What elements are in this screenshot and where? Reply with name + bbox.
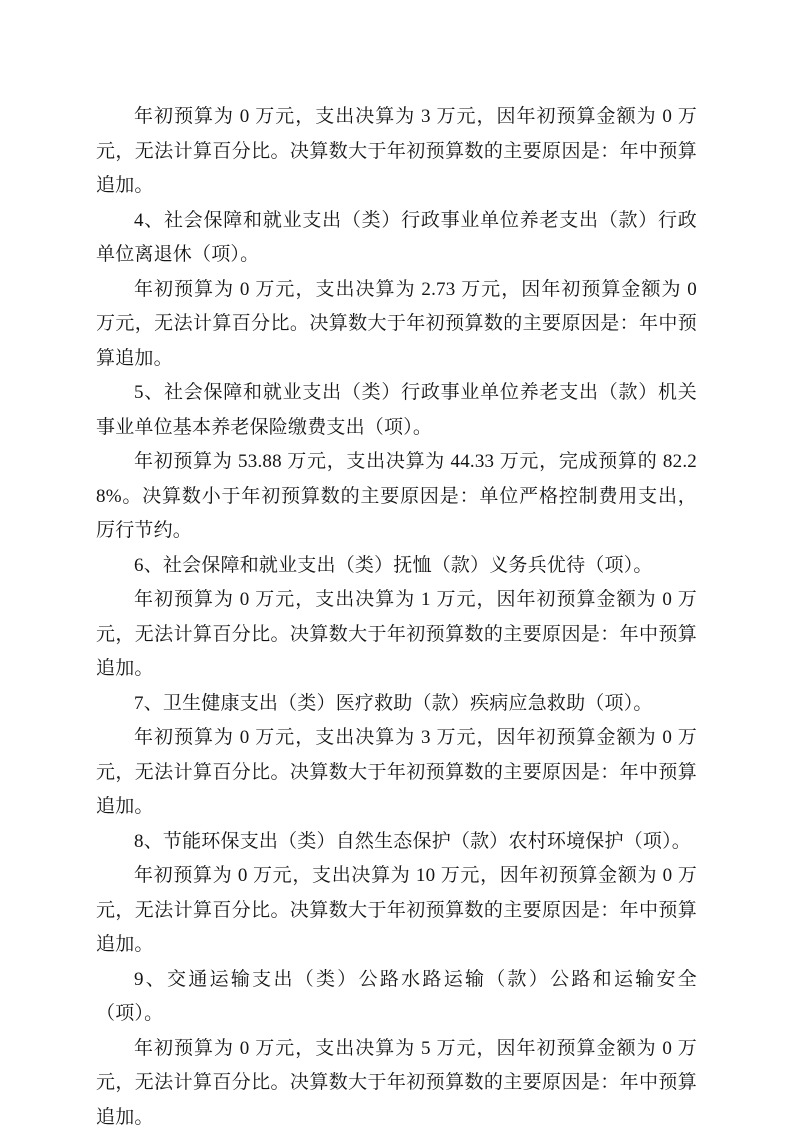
paragraph-item-4-heading: 4、社会保障和就业支出（类）行政事业单位养老支出（款）行政单位离退休（项）。 bbox=[96, 204, 697, 273]
paragraph-item-9-detail: 年初预算为 0 万元，支出决算为 5 万元，因年初预算金额为 0 万元，无法计算百分比。决算数大于年初预算数的主要原因是：年中预算追加。 bbox=[96, 1032, 697, 1135]
paragraph-item-9-heading: 9、交通运输支出（类）公路水路运输（款）公路和运输安全（项）。 bbox=[96, 963, 697, 1032]
document-body-text bbox=[96, 100, 697, 1135]
paragraph-item-4-detail: 年初预算为 0 万元，支出决算为 2.73 万元，因年初预算金额为 0 万元，无法计算百分比。决算数大于年初预算数的主要原因是：年中预算追加。 bbox=[96, 273, 697, 377]
paragraph-item-5-heading: 5、社会保障和就业支出（类）行政事业单位养老支出（款）机关事业单位基本养老保险缴费支出（项）。 bbox=[96, 376, 697, 445]
paragraph-item-6-detail: 年初预算为 0 万元，支出决算为 1 万元，因年初预算金额为 0 万元，无法计算百分比。决算数大于年初预算数的主要原因是：年中预算追加。 bbox=[96, 583, 697, 687]
paragraph-item-8-heading: 8、节能环保支出（类）自然生态保护（款）农村环境保护（项）。 bbox=[96, 825, 697, 860]
paragraph-item-7-heading: 7、卫生健康支出（类）医疗救助（款）疾病应急救助（项）。 bbox=[96, 687, 697, 722]
paragraph-item-8-detail: 年初预算为 0 万元，支出决算为 10 万元，因年初预算金额为 0 万元，无法计算百分比。决算数大于年初预算数的主要原因是：年中预算追加。 bbox=[96, 859, 697, 963]
paragraph-item-5-detail: 年初预算为 53.88 万元，支出决算为 44.33 万元，完成预算的 82.28%。决算数小于年初预算数的主要原因是：单位严格控制费用支出，厉行节约。 bbox=[96, 445, 697, 549]
paragraph-item-6-heading: 6、社会保障和就业支出（类）抚恤（款）义务兵优待（项）。 bbox=[96, 549, 697, 584]
paragraph-item-7-detail: 年初预算为 0 万元，支出决算为 3 万元，因年初预算金额为 0 万元，无法计算百分比。决算数大于年初预算数的主要原因是：年中预算追加。 bbox=[96, 721, 697, 825]
paragraph-budget-note-continued: 年初预算为 0 万元，支出决算为 3 万元，因年初预算金额为 0 万元，无法计算百分比。决算数大于年初预算数的主要原因是：年中预算追加。 bbox=[96, 100, 697, 204]
